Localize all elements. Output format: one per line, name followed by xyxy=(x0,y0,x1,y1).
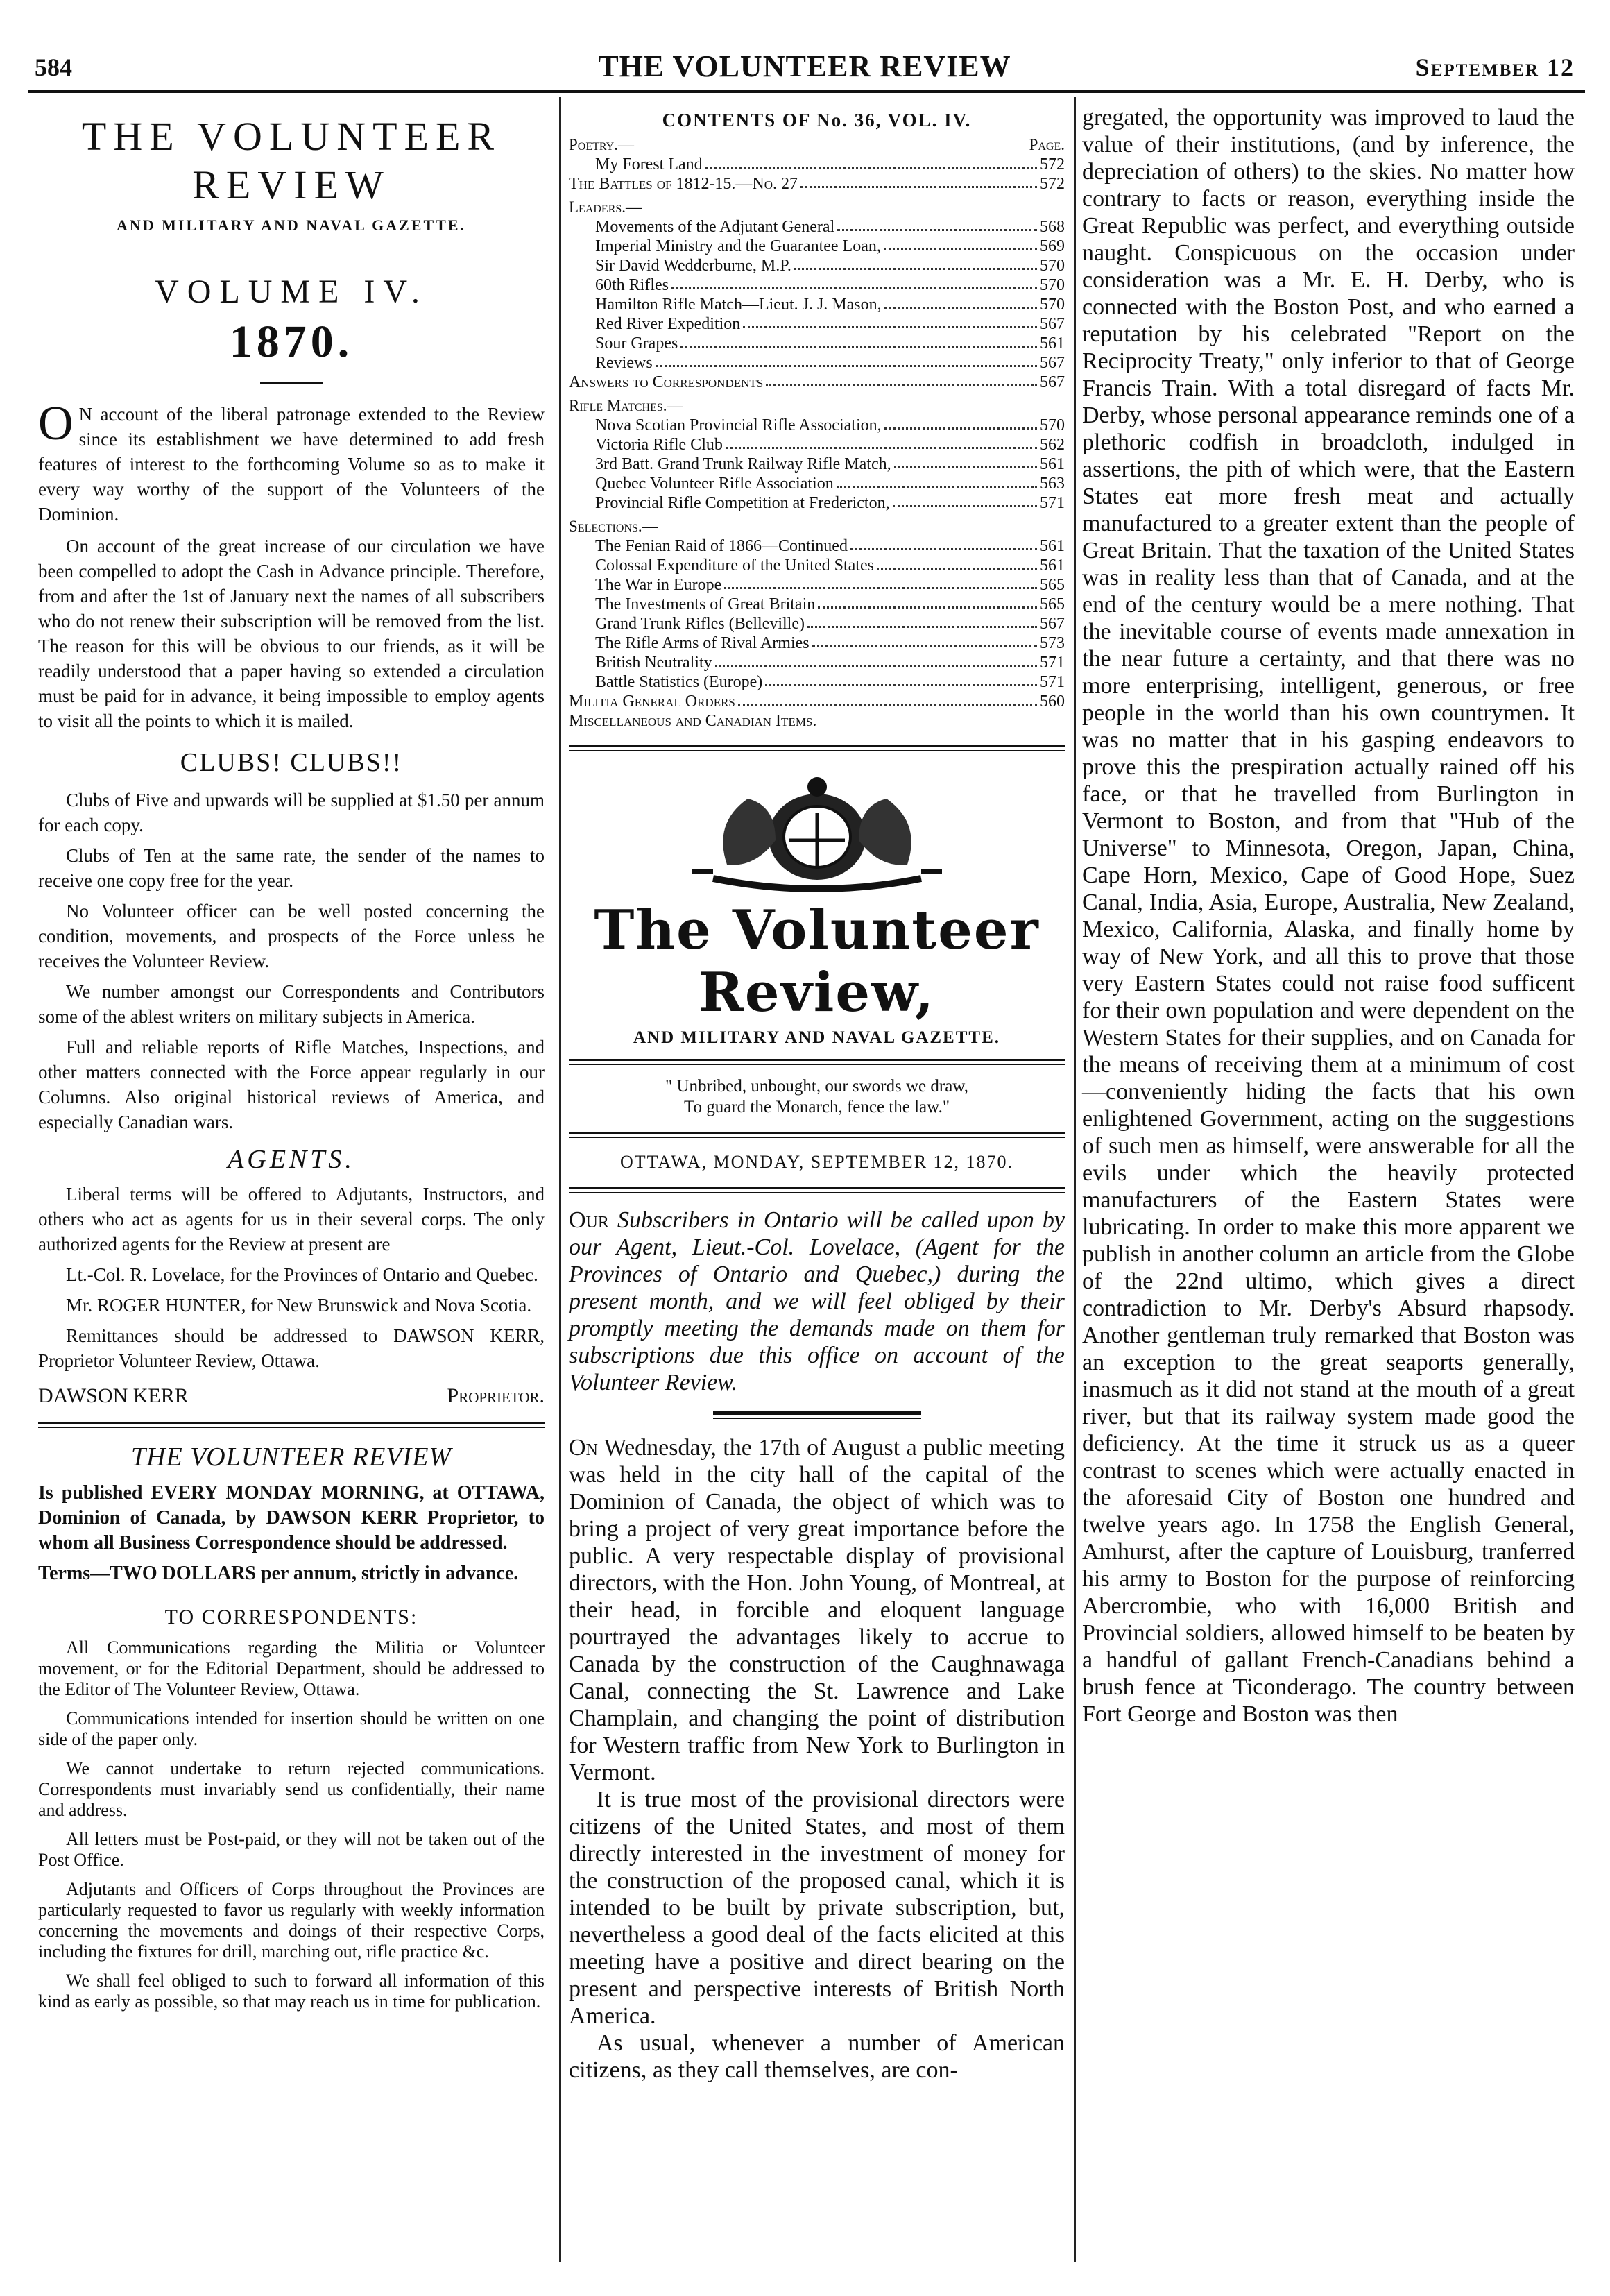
column-rule-left xyxy=(559,97,561,2262)
toc-section-label: Leaders.— xyxy=(569,198,642,216)
double-rule xyxy=(569,745,1065,751)
agents-paragraph: Mr. ROGER HUNTER, for New Brunswick and Nova Scotia. xyxy=(66,1295,532,1316)
table-of-contents xyxy=(569,135,1065,731)
toc-entry xyxy=(569,295,1065,314)
proprietor-name: DAWSON KERR xyxy=(38,1384,189,1407)
toc-entry-label: Militia General Orders xyxy=(569,692,735,711)
column-rule-right xyxy=(1074,97,1076,2262)
clubs-paragraph: No Volunteer officer can be well posted concerning the condition, movements, and prospects of the Force unless he receives the Volunteer Review. xyxy=(38,901,545,971)
toc-section-label: Rifle Matches.— xyxy=(569,397,683,414)
toc-entry xyxy=(569,373,1065,392)
subscriber-notice: Our Subscribers in Ontario will be called upon by our Agent, Lieut.-Col. Lovelace, (Agent for the Provinces of Ontario and Quebec,) during the present month, and we will feel obliged by their promptly meeting the demands made on them for subscriptions due this office on account of the Volunteer Review. xyxy=(569,1207,1065,1395)
toc-entry-label: Movements of the Adjutant General xyxy=(595,218,835,236)
correspondents-paragraph: Communications intended for insertion should be written on one side of the paper only. xyxy=(38,1708,545,1749)
toc-entry xyxy=(569,275,1065,295)
publication-heading: THE VOLUNTEER REVIEW xyxy=(130,1443,452,1472)
clubs-paragraph: Full and reliable reports of Rifle Matches, Inspections, and other matters connected with the Force appear regularly in our Columns. Also original historical reviews of America, and especially Canadian wars. xyxy=(38,1037,545,1132)
masthead-center-subtitle: AND MILITARY AND NAVAL GAZETTE. xyxy=(633,1028,1001,1047)
clubs-paragraph: Clubs of Five and upwards will be supplied at $1.50 per annum for each copy. xyxy=(38,790,545,835)
toc-leader-dots xyxy=(884,416,1037,430)
masthead-subtitle: AND MILITARY AND NAVAL GAZETTE. xyxy=(117,216,466,234)
toc-entry xyxy=(569,174,1065,194)
royal-arms-emblem xyxy=(651,774,984,892)
toc-leader-dots xyxy=(724,575,1037,589)
toc-entry-page: 565 xyxy=(1040,576,1065,594)
toc-leader-dots xyxy=(705,155,1037,169)
toc-entry-label: Red River Expedition xyxy=(595,315,741,333)
article-paragraph: As usual, whenever a number of American citizens, as they call themselves, are con- xyxy=(569,2030,1065,2083)
toc-entry-label: Colossal Expenditure of the United States xyxy=(595,556,874,575)
agents-paragraph: Liberal terms will be offered to Adjutants, Instructors, and others who act as agents for us in their several corps. The only authorized agents for the Review at present are xyxy=(38,1184,545,1255)
toc-entry xyxy=(569,435,1065,454)
toc-leader-dots xyxy=(812,633,1037,647)
toc-entry xyxy=(569,672,1065,692)
toc-entry-label: Provincial Rifle Competition at Fredericton, xyxy=(595,494,890,512)
toc-leader-dots xyxy=(656,353,1037,367)
correspondents-paragraph: Adjutants and Officers of Corps throughout the Provinces are particularly requested to favor us regularly with weekly information concerning the movements and doings of their respective Corps, including the fixtures for drill, marching out, rifle practice &c. xyxy=(38,1879,545,1962)
toc-entry-page: 571 xyxy=(1040,494,1065,512)
proprietor-title: Proprietor. xyxy=(447,1384,545,1407)
toc-entry-label: Nova Scotian Provincial Rifle Association, xyxy=(595,416,882,434)
toc-entry-label: The Investments of Great Britain xyxy=(595,595,816,613)
toc-leader-dots xyxy=(818,595,1037,609)
toc-entry-page: 573 xyxy=(1040,634,1065,652)
toc-section-label: Poetry.— xyxy=(569,136,634,153)
toc-entry-page: 561 xyxy=(1040,455,1065,473)
toc-leader-dots xyxy=(807,614,1037,628)
toc-entry xyxy=(569,692,1065,711)
toc-entry xyxy=(569,237,1065,256)
toc-entry-label: The Rifle Arms of Rival Armies xyxy=(595,634,810,652)
toc-entry-label: Hamilton Rifle Match—Lieut. J. J. Mason, xyxy=(595,296,882,314)
running-head xyxy=(35,49,1575,90)
toc-entry-page: 572 xyxy=(1040,175,1065,193)
toc-entry xyxy=(569,217,1065,237)
volume-year: 1870. xyxy=(229,316,354,367)
toc-entry-page: 567 xyxy=(1040,315,1065,333)
double-rule xyxy=(569,1059,1065,1065)
toc-entry-page: 567 xyxy=(1040,615,1065,633)
agents-paragraph: Remittances should be addressed to DAWSON KERR, Proprietor Volunteer Review, Ottawa. xyxy=(38,1325,545,1371)
clubs-paragraph: Clubs of Ten at the same rate, the sender of the names to receive one copy free for the year. xyxy=(38,845,545,891)
toc-leader-dots xyxy=(766,373,1037,386)
toc-entry-label: The War in Europe xyxy=(595,576,722,594)
toc-entry xyxy=(569,474,1065,493)
toc-entry xyxy=(569,334,1065,353)
toc-header-row xyxy=(569,135,1065,155)
double-rule xyxy=(38,1422,545,1428)
contents-title: CONTENTS OF No. 36, VOL. IV. xyxy=(662,110,972,130)
toc-entry xyxy=(569,595,1065,614)
clubs-heading: CLUBS! CLUBS!! xyxy=(180,748,403,777)
toc-leader-dots xyxy=(726,435,1037,449)
proprietor-line xyxy=(38,1384,545,1408)
toc-leader-dots xyxy=(884,295,1037,309)
toc-entry-label: Answers to Correspondents xyxy=(569,373,764,391)
masthead-motto: " Unbribed, unbought, our swords we draw, To guard the Monarch, fence the law." xyxy=(665,1077,968,1116)
running-date: September 12 xyxy=(1415,53,1575,81)
toc-entry-label: Imperial Ministry and the Guarantee Loan, xyxy=(595,237,881,255)
toc-leader-dots xyxy=(743,314,1037,328)
terms-paragraph: Terms—TWO DOLLARS per annum, strictly in advance. xyxy=(38,1563,519,1584)
toc-page-label: Page. xyxy=(1029,136,1065,153)
toc-leader-dots xyxy=(837,474,1037,488)
correspondents-paragraph: We shall feel obliged to such to forward all information of this kind as early as possible, so that may reach us in time for publication. xyxy=(38,1971,545,2012)
double-rule xyxy=(569,1132,1065,1138)
short-rule xyxy=(260,382,323,384)
toc-entry-page: 567 xyxy=(1040,354,1065,372)
article-continuation: gregated, the opportunity was improved to laud the value of their institutions, (and by inference, the depreciation of others) to the skies. No matter how contrary to facts or reason, everything inside the Great Republic was perfect, and everything outside naught. Conspicuous on the occasion under consideration was a Mr. E. H. Derby, who is connected with the Boston Post, and who earned a reputation by his celebrated "Report on the Reciprocity Treaty," only inferior to that of George Francis Train. With a total disregard of facts Mr. Derby, whose personal appearance reminds one of a plethoric codfish in broadcloth, indulged in assertions, the pith of which were, that the Eastern States eat more fresh meat and actually manufactured to a greater extent than the people of Great Britain. That the taxation of the United States was in reality less than that of Canada, and at the end of the century would be a mere nothing. That the inevitable course of events made annexation in the near future a certainty, and that there was no more enterprising, intelligent, generous, or free people in the world than his own countrymen. It was no matter that in his gasping endeavors to prove this the prespiration actually rained off his face, or that he travelled from Burlington in Vermont to Boston, and from that "Hub of the Universe" to Minnesota, Oregon, Japan, China, Cape Horn, Mexico, Cape of Good Hope, Suez Canal, India, Asia, Europe, Australia, New Zealand, Mexico, California, Alaska, and finally home by way of New York, and all this to prove that those very Eastern States could not raise food sufficent for their own population and were dependent on the Western States for their supplies, and on Canada for the means of receiving them at a minimum of cost—conveniently hiding the facts that his own enlightened Government, acting on the suggestions of such men as himself, were answerable for all the evils under which the heavily protected manufacturers of the Eastern States were lubricating. In order to make this more apparent we publish in another column an article from the Globe of the 22nd ultimo, which gives a direct contradiction to Mr. Derby's Absurd rhapsody. Another gentleman truly remarked that Boston was an exception to the great seaports generally, inasmuch as it did not stand at the mouth of a great river, but that its railway system made good the deficiency. At the time it struck us as a queer contrast to scenes which were actually enacted in the aforesaid City of Boston one hundred and twelve years ago. In 1758 the English General, Amhurst, after the capture of Louisburg, tranferred his army to Boston for the purpose of reinforcing Abercrombie, who with 16,000 British and Provincial soldiers, allowed himself to be beaten by a handful of gallant French-Canadians behind a brush fence at Ticonderago. The country between Fort George and Boston was then xyxy=(1082,105,1575,1727)
toc-entry-label: British Neutrality xyxy=(595,654,712,672)
toc-leader-dots xyxy=(894,454,1037,468)
toc-leader-dots xyxy=(794,256,1037,270)
page-number: 584 xyxy=(35,53,72,81)
toc-entry-label: Grand Trunk Rifles (Belleville) xyxy=(595,615,805,633)
toc-entry-page: 560 xyxy=(1040,692,1065,711)
toc-entry-page: 572 xyxy=(1040,155,1065,173)
toc-entry xyxy=(569,536,1065,556)
toc-entry xyxy=(569,155,1065,174)
toc-entry xyxy=(569,353,1065,373)
toc-entry-label: Reviews xyxy=(595,354,653,372)
toc-entry-page: 561 xyxy=(1040,334,1065,352)
toc-leader-dots xyxy=(893,493,1037,507)
toc-entry-page: 561 xyxy=(1040,537,1065,555)
toc-entry-page: 568 xyxy=(1040,218,1065,236)
intro-paragraph: O N account of the liberal patronage extended to the Review since its establishment we have determined to add fresh features of interest to the forthcoming Volume so as to make it every way worthy of the support of the Volunteers of the Dominion. xyxy=(38,397,545,525)
correspondents-paragraph: All Communications regarding the Militia or Volunteer movement, or for the Editorial Department, should be addressed to the Editor of The Volunteer Review, Ottawa. xyxy=(38,1638,545,1699)
masthead-title: THE VOLUNTEER REVIEW xyxy=(81,114,502,207)
toc-entry xyxy=(569,653,1065,672)
toc-entry-page: 569 xyxy=(1040,237,1065,255)
volume-label: VOLUME IV. xyxy=(155,273,428,310)
correspondents-heading: TO CORRESPONDENTS: xyxy=(164,1606,418,1629)
toc-entry-label: Miscellaneous and Canadian Items. xyxy=(569,712,817,730)
toc-entry-page: 570 xyxy=(1040,257,1065,275)
toc-entry xyxy=(569,454,1065,474)
toc-entry xyxy=(569,711,1065,731)
toc-entry-label: Victoria Rifle Club xyxy=(595,436,723,454)
toc-entry xyxy=(569,314,1065,334)
toc-leader-dots xyxy=(800,174,1037,188)
article-paragraph: It is true most of the provisional directors were citizens of the United States, and most of them directly interested in the investment of money for the construction of the proposed canal, which it is intended to be built by private subscription, but, nevertheless a good deal of the facts elicited at this meeting have a positive and direct bearing on the present and perspective interests of British North America. xyxy=(569,1787,1065,2029)
header-rule xyxy=(28,90,1585,93)
section-rule xyxy=(713,1411,921,1419)
toc-entry xyxy=(569,493,1065,513)
toc-entry-page: 570 xyxy=(1040,296,1065,314)
toc-entry-label: My Forest Land xyxy=(595,155,703,173)
toc-leader-dots xyxy=(850,536,1037,550)
double-rule xyxy=(569,1187,1065,1193)
toc-entry-label: Sour Grapes xyxy=(595,334,678,352)
toc-leader-dots xyxy=(738,692,1037,706)
agents-paragraph: Lt.-Col. R. Lovelace, for the Provinces of Ontario and Quebec. xyxy=(66,1264,538,1285)
toc-leader-dots xyxy=(671,275,1037,289)
running-title: THE VOLUNTEER REVIEW xyxy=(598,49,1011,83)
toc-entry-page: 561 xyxy=(1040,556,1065,575)
toc-entry xyxy=(569,556,1065,575)
toc-leader-dots xyxy=(680,334,1037,348)
toc-entry-page: 563 xyxy=(1040,475,1065,493)
correspondents-paragraph: We cannot undertake to return rejected communications. Correspondents must invariably send us confidentially, their name and address. xyxy=(38,1758,545,1820)
toc-entry-page: 567 xyxy=(1040,373,1065,391)
toc-entry-label: The Battles of 1812-15.—No. 27 xyxy=(569,175,798,193)
toc-entry-label: Sir David Wedderburne, M.P. xyxy=(595,257,791,275)
publication-paragraph: Is published EVERY MONDAY MORNING, at OTTAWA, Dominion of Canada, by DAWSON KERR Proprietor, to whom all Business Correspondence should be addressed. xyxy=(38,1482,545,1554)
toc-entry xyxy=(569,575,1065,595)
toc-entry-label: Quebec Volunteer Rifle Association xyxy=(595,475,834,493)
toc-entry-label: Battle Statistics (Europe) xyxy=(595,673,763,691)
drop-cap: O xyxy=(38,397,74,450)
toc-entry-label: The Fenian Raid of 1866—Continued xyxy=(595,537,848,555)
toc-entry-page: 565 xyxy=(1040,595,1065,613)
column-center xyxy=(569,104,1065,2084)
toc-section-label: Selections.— xyxy=(569,518,658,535)
toc-entry xyxy=(569,614,1065,633)
toc-entry xyxy=(569,416,1065,435)
toc-entry-label: 3rd Batt. Grand Trunk Railway Rifle Match, xyxy=(595,455,891,473)
toc-leader-dots xyxy=(837,217,1037,231)
toc-entry-page: 570 xyxy=(1040,416,1065,434)
toc-entry-page: 570 xyxy=(1040,276,1065,294)
masthead-blackletter-title: The Volunteer Review, xyxy=(594,899,1040,1024)
circulation-paragraph: On account of the great increase of our circulation we have been compelled to adopt the Cash in Advance principle. Therefore, from and after the 1st of January next the names of all subscribers who do not renew their subscription will be removed from the list. The reason for this will be obvious to our friends, as it will be readily understood that a paper having so extended a circulation must be paid for in advance, it being impossible to employ agents to visit all the points to which it is mailed. xyxy=(38,536,545,731)
issue-dateline: OTTAWA, MONDAY, SEPTEMBER 12, 1870. xyxy=(619,1152,1014,1172)
toc-entry-page: 571 xyxy=(1040,673,1065,691)
column-left xyxy=(38,104,545,2021)
article-paragraph: On Wednesday, the 17th of August a public meeting was held in the city hall of the capital of the Dominion of Canada, the object of which was to bring a project of very great importance before the public. A very respectable display of provisional directors, with the Hon. John Young, of Montreal, at their head, in forcible and eloquent language pourtrayed the advantages likely to accrue to Canada by the construction of the Caughnawaga Canal, connecting the St. Lawrence and Lake Champlain, and changing the point of distribution for Western traffic from New York to Burlington in Vermont. xyxy=(569,1435,1065,1785)
toc-leader-dots xyxy=(877,556,1037,570)
agents-heading: AGENTS. xyxy=(228,1145,355,1174)
toc-leader-dots xyxy=(884,237,1037,250)
toc-entry-page: 562 xyxy=(1040,436,1065,454)
clubs-paragraph: We number amongst our Correspondents and Contributors some of the ablest writers on military subjects in America. xyxy=(38,981,545,1027)
correspondents-paragraph: All letters must be Post-paid, or they will not be taken out of the Post Office. xyxy=(38,1829,545,1870)
toc-entry xyxy=(569,256,1065,275)
toc-leader-dots xyxy=(765,672,1037,686)
toc-entry-label: 60th Rifles xyxy=(595,276,669,294)
toc-entry xyxy=(569,633,1065,653)
toc-entry-page: 571 xyxy=(1040,654,1065,672)
column-right xyxy=(1082,104,1575,1728)
toc-leader-dots xyxy=(715,653,1037,667)
